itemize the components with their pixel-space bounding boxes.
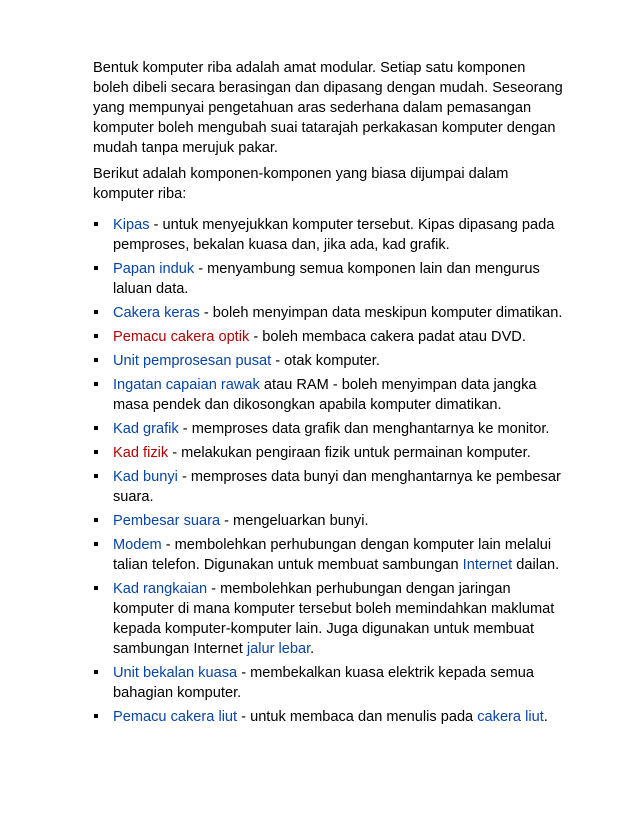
item-text: - boleh membaca cakera padat atau DVD. <box>249 329 526 345</box>
link-pemacu-cakera-liut[interactable]: Pemacu cakera liut <box>113 709 238 725</box>
list-item <box>93 375 563 415</box>
list-item <box>93 303 563 323</box>
link-cakera-liut[interactable]: cakera liut <box>477 709 544 725</box>
list-item <box>93 511 563 531</box>
item-text: - untuk menyejukkan komputer tersebut. Kipas dipasang pada pemproses, bekalan kuasa dan, jika ada, kad grafik. <box>113 217 555 253</box>
item-text: - mengeluarkan bunyi. <box>220 513 369 529</box>
item-text: - menyambung semua komponen lain dan mengurus laluan data. <box>113 261 540 297</box>
item-text: - membekalkan kuasa elektrik kepada semua bahagian komputer. <box>113 665 535 701</box>
bullet-icon <box>94 382 98 386</box>
link-cakera-keras[interactable]: Cakera keras <box>113 305 200 321</box>
list-item <box>93 467 563 507</box>
item-text: - boleh menyimpan data meskipun komputer dimatikan. <box>199 305 563 321</box>
link-kad-rangkaian[interactable]: Kad rangkaian <box>113 581 208 597</box>
link-unit-pemprosesan-pusat[interactable]: Unit pemprosesan pusat <box>113 353 272 369</box>
component-list <box>93 215 563 727</box>
item-text: - membolehkan perhubungan dengan jaringan komputer di mana komputer tersebut boleh memindahkan maklumat kepada komputer-komputer lain. Juga digunakan untuk membuat sambungan Internet <box>113 581 555 657</box>
link-kad-grafik[interactable]: Kad grafik <box>113 421 179 437</box>
intro-paragraph: Bentuk komputer riba adalah amat modular. Setiap satu komponen boleh dibeli secara berasingan dan dipasang dengan mudah. Seseorang yang mempunyai pengetahuan aras sederhana dalam pemasangan komputer boleh mengubah suai tatarajah perkakasan komputer dengan mudah tanpa merujuk pakar. <box>93 60 563 156</box>
bullet-icon <box>94 310 98 314</box>
link-kad-bunyi[interactable]: Kad bunyi <box>113 469 178 485</box>
list-intro-paragraph: Berikut adalah komponen-komponen yang biasa dijumpai dalam komputer riba: <box>93 166 509 202</box>
document-page <box>93 58 563 731</box>
item-text: - melakukan pengiraan fizik untuk permainan komputer. <box>168 445 531 461</box>
item-text: dailan. <box>512 557 560 573</box>
link-papan-induk[interactable]: Papan induk <box>113 261 195 277</box>
item-text: - otak komputer. <box>271 353 380 369</box>
list-item <box>93 215 563 255</box>
bullet-icon <box>94 518 98 522</box>
link-modem[interactable]: Modem <box>113 537 162 553</box>
link-pembesar-suara[interactable]: Pembesar suara <box>113 513 221 529</box>
link-unit-bekalan-kuasa[interactable]: Unit bekalan kuasa <box>113 665 238 681</box>
list-item <box>93 351 563 371</box>
link-jalur-lebar[interactable]: jalur lebar <box>246 641 311 657</box>
list-item <box>93 663 563 703</box>
list-item <box>93 419 563 439</box>
item-text: . <box>543 709 548 725</box>
list-item <box>93 707 563 727</box>
item-text: - membolehkan perhubungan dengan komputer lain melalui talian telefon. Digunakan untuk membuat sambungan <box>113 537 552 573</box>
item-text: - memproses data bunyi dan menghantarnya ke pembesar suara. <box>113 469 561 505</box>
bullet-icon <box>94 266 98 270</box>
item-text: - untuk membaca dan menulis pada <box>237 709 478 725</box>
bullet-icon <box>94 358 98 362</box>
item-text: . <box>310 641 315 657</box>
bullet-icon <box>94 426 98 430</box>
item-text: - memproses data grafik dan menghantarnya ke monitor. <box>178 421 550 437</box>
list-item <box>93 443 563 463</box>
list-item <box>93 327 563 347</box>
bullet-icon <box>94 334 98 338</box>
bullet-icon <box>94 586 98 590</box>
link-kipas[interactable]: Kipas <box>113 217 150 233</box>
bullet-icon <box>94 542 98 546</box>
bullet-icon <box>94 222 98 226</box>
link-internet[interactable]: Internet <box>462 557 513 573</box>
bullet-icon <box>94 670 98 674</box>
bullet-icon <box>94 450 98 454</box>
list-item <box>93 579 563 659</box>
bullet-icon <box>94 474 98 478</box>
list-item <box>93 259 563 299</box>
link-kad-fizik[interactable]: Kad fizik <box>113 445 169 461</box>
bullet-icon <box>94 714 98 718</box>
list-item <box>93 535 563 575</box>
link-ingatan-capaian-rawak[interactable]: Ingatan capaian rawak <box>113 377 260 393</box>
link-pemacu-cakera-optik[interactable]: Pemacu cakera optik <box>113 329 250 345</box>
item-text: atau RAM - boleh menyimpan data jangka masa pendek dan dikosongkan apabila komputer dimatikan. <box>113 377 537 413</box>
